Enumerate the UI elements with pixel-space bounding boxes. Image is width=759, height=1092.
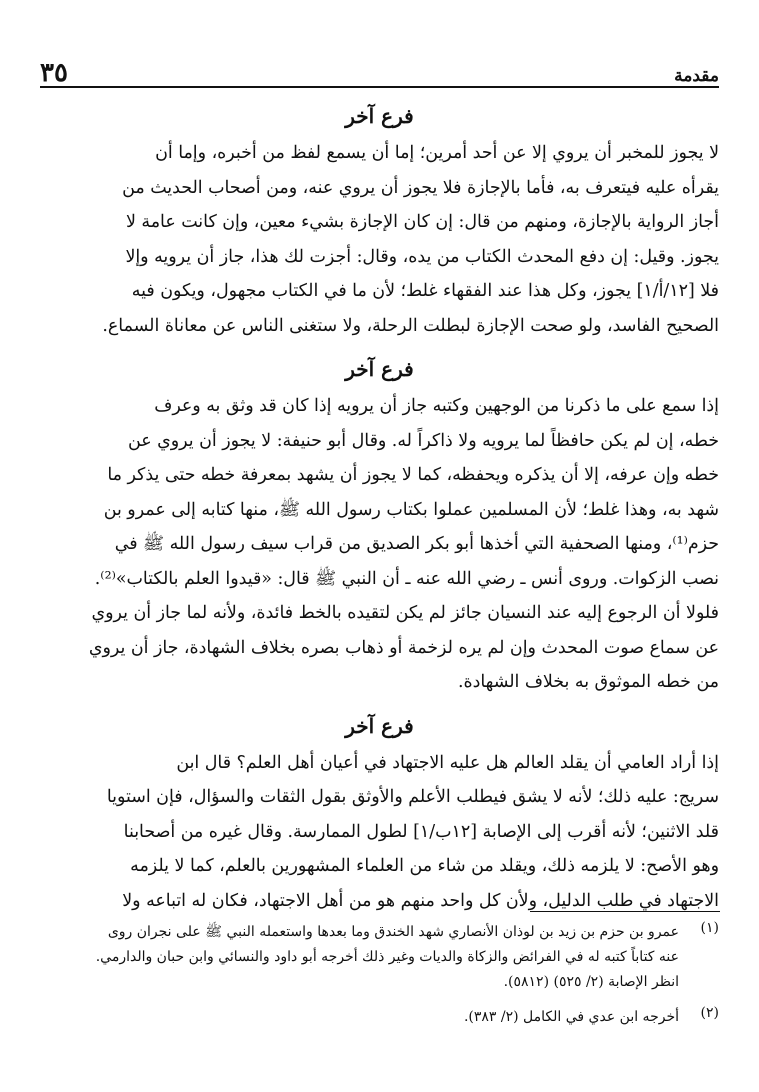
text-line: وهو الأصح: لا يلزمه ذلك، ويقلد من شاء من العلماء المشهورين بالعلم، كما لا يلزمه xyxy=(130,856,719,876)
text-line: خطه، إن لم يكن حافظاً لما يرويه ولا ذاكراً له. وقال أبو حنيفة: لا يجوز أن يروي عن xyxy=(128,430,719,451)
text-line: سريج: عليه ذلك؛ لأنه لا يشق فيطلب الأعلم والأوثق بقول الثقات والسؤال، فإن استويا xyxy=(106,787,719,807)
page-number: ٣٥ xyxy=(40,58,68,88)
text-line: الصحيح الفاسد، ولو صحت الإجازة لبطلت الرحلة، ولا ستغنى الناس عن معاناة السماع. xyxy=(102,315,719,336)
text-line: فلولا أن الرجوع إليه عند النسيان جائز لم يكن لتقيده بالخط فائدة، ولأنه لما جاز أن يروي xyxy=(91,603,719,623)
text-line: قلد الاثنين؛ لأنه أقرب إلى الإصابة [١٢ب/١] لطول الممارسة. وقال غيره من أصحابنا xyxy=(123,821,719,842)
page-body xyxy=(40,96,719,918)
footnote-line: أخرجه ابن عدي في الكامل (٢/ ٣٨٣). xyxy=(463,1009,679,1025)
text-line: من خطه الموثوق به بخلاف الشهادة. xyxy=(458,672,719,692)
page-header xyxy=(40,52,719,86)
section-title: مقدمة xyxy=(674,66,719,86)
paragraph xyxy=(40,389,719,700)
footnote-line: عنه كتاباً كتبه له في الفرائض والزكاة والديات وغير ذلك أخرجه أبو داود والنسائي وابن حبان والدارمي. xyxy=(95,949,679,965)
text-line: خطه وإن عرفه، إلا أن يذكره ويحفظه، كما لا يجوز أن يشهد بمعرفة خطه حتى يذكر ما xyxy=(107,465,719,485)
text-line: إذا سمع على ما ذكرنا من الوجهين وكتبه جاز أن يرويه إذا كان قد وثق به وعرف xyxy=(154,396,719,416)
text-line: عن سماع صوت المحدث وإن لم يره لزخمة أو ذهاب بصره بخلاف الشهادة، جاز أن يروي xyxy=(88,637,719,658)
section-heading: فرع آخر xyxy=(345,104,414,128)
paragraph xyxy=(40,136,719,343)
text-line: إذا أراد العامي أن يقلد العالم هل عليه الاجتهاد في أعيان أهل العلم؟ قال ابن xyxy=(176,752,719,773)
text-line: نصب الزكوات. وروى أنس ـ رضي الله عنه ـ أن النبي ﷺ قال: «قيدوا العلم بالكتاب»⁽²⁾. xyxy=(94,568,719,589)
footnote-line: عمرو بن حزم بن زيد بن لوذان الأنصاري شهد الخندق وما بعدها واستعمله النبي ﷺ على نجران روى xyxy=(107,924,679,940)
text-line: يقرأه عليه فيتعرف به، فأما بالإجازة فلا يجوز أن يروي عنه، ومن أصحاب الحديث من xyxy=(122,177,719,198)
text-line: لا يجوز للمخبر أن يروي إلا عن أحد أمرين؛ إما أن يسمع لفظ من أخبره، وإما أن xyxy=(155,143,719,163)
footnote xyxy=(40,1005,719,1030)
text-line: فلا [١٢/أ/١] يجوز، وكل هذا عند الفقهاء غلط؛ لأن ما في الكتاب مجهول، ويكون فيه xyxy=(131,281,719,301)
text-line: أجاز الرواية بالإجازة، ومنهم من قال: إن كان الإجازة بشيء معين، وإن كانت عامة لا xyxy=(125,212,719,232)
footnote-number: (١) xyxy=(700,920,719,936)
footnote-divider xyxy=(530,911,720,912)
text-line: حزم⁽¹⁾، ومنها الصحفية التي أخذها أبو بكر الصديق من قراب سيف رسول الله ﷺ في xyxy=(114,534,719,554)
section-heading: فرع آخر xyxy=(345,713,414,738)
footnote-line: انظر الإصابة (٢/ ٥٢٥) (٥٨١٢). xyxy=(503,974,679,990)
paragraph xyxy=(40,746,719,919)
footnote xyxy=(40,920,719,995)
section-heading: فرع آخر xyxy=(345,357,414,381)
text-line: شهد به، وهذا غلط؛ لأن المسلمين عملوا بكتاب رسول الله ﷺ، منها كتابه إلى عمرو بن xyxy=(103,499,719,520)
header-divider xyxy=(40,86,719,88)
text-line: يجوز. وقيل: إن دفع المحدث الكتاب من يده، وقال: أجزت لك هذا، جاز أن يرويه وإلا xyxy=(125,246,719,267)
text-line: الاجتهاد في طلب الدليل، ولأن كل واحد منهم هو من أهل الاجتهاد، فكان له اتباعه ولا xyxy=(122,890,719,911)
footnote-number: (٢) xyxy=(700,1005,719,1021)
footnotes xyxy=(40,920,719,1040)
